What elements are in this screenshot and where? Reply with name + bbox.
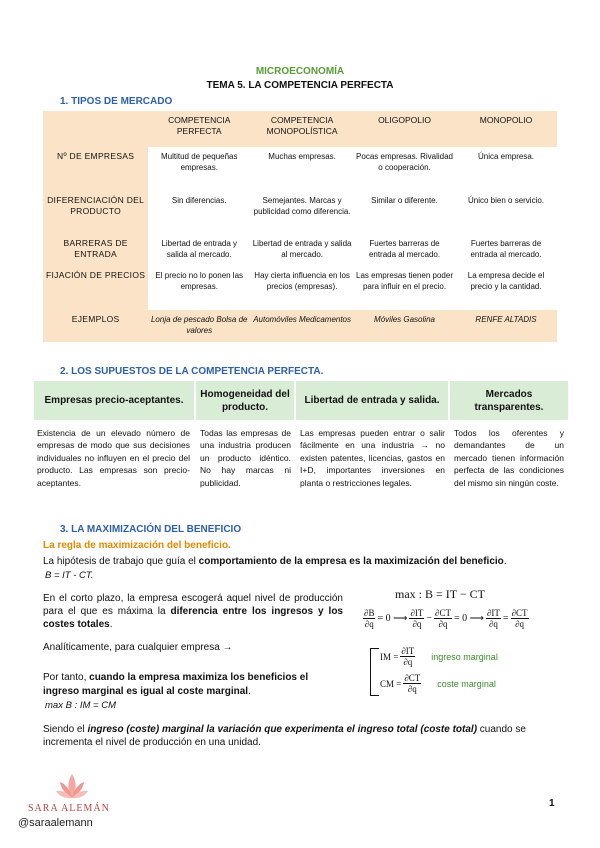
fraction: $\frac{\partial IT}{\partial q}$ [410,608,424,629]
table-row [43,266,557,310]
section3-title: 3. LA MAXIMIZACIÓN DEL BENEFICIO [60,524,242,535]
table-corner-cell [43,111,148,147]
table-cell: Lonja de pescado Bolsa de valores [148,310,250,342]
page-number: 1 [549,798,555,809]
assumption-text: Todas las empresas de una industria producen un producto idéntico. No hay marcas ni publicidad. [200,428,291,488]
row-header: DIFERENCIACIÓN DEL PRODUCTO [43,191,148,234]
row-header: Nº DE EMPRESAS [43,147,148,191]
math-derivative-equation: $\frac{\partial B}{\partial q}$ = 0 ⟶ $\frac{\partial IT}{\partial q}$ − $\frac{\partial CT}{\partial q}$ = 0 ⟶ $\frac{\partial IT}{\partial q}$ = $\frac{\partial CT}{\partial q}$ [364,608,528,629]
paragraph-analytic: Analíticamente, para cualquier empresa → [43,642,233,653]
paragraph-short-run [43,592,343,631]
text: En el corto plazo, la empresa escogerá aquel nivel de producción para el que es máxima la [43,593,343,617]
row-header: FIJACIÓN DE PRECIOS [43,266,148,310]
text: Por tanto, [43,672,90,683]
table-cell: La empresa decide el precio y la cantidad. [467,271,545,291]
math-max-benefit: max : B = IT − CT [395,587,485,601]
column-header: MONOPOLIO [455,111,557,147]
fraction: $\frac{\partial IT}{\partial q}$ [401,646,415,667]
assumption-text: Las empresas pueden entrar o salir fácilmente en una industria → no existen patentes, licencias, gastos en I+D, importantes inversiones en planta o restricciones legales. [300,428,445,488]
row-header: EJEMPLOS [43,310,148,342]
table-cell: Multitud de pequeñas empresas. [160,152,238,172]
column-header: COMPETENCIA MONOPOLÍSTICA [250,111,354,147]
table-cell: Automóviles Medicamentos [250,310,354,342]
table-row [43,191,557,234]
table-cell: Muchas empresas. [268,152,336,161]
table-cell: Las empresas tienen poder para influir en el precio. [356,271,453,291]
text-bold: cuando la empresa maximiza los beneficios el ingreso marginal es igual al coste marginal [43,672,309,697]
label-marginal-revenue: ingreso marginal [431,651,498,662]
column-header: OLIGOPOLIO [354,111,455,147]
table-cell: Fuertes barreras de entrada al mercado. [470,239,542,259]
text: . [503,556,507,567]
table-cell: Hay cierta influencia en los precios (empresas). [254,271,350,291]
text: . [248,686,251,697]
assumption-text: Existencia de un elevado número de empresas de modo que sus decisiones individuales no influyen en el precio del producto. Las empresas son precio-aceptantes. [37,428,190,488]
table-cell: Móviles Gasolina [354,310,455,342]
rule-title: La regla de maximización del beneficio. [43,540,231,551]
text: cuando se incrementa el nivel de producción en una unidad. [43,724,526,748]
fraction: $\frac{\partial CT}{\partial q}$ [404,673,421,694]
section2-title: 2. LOS SUPUESTOS DE LA COMPETENCIA PERFECTA. [60,366,324,377]
formula-max: max B : IM = CM [45,700,116,711]
text: La hipótesis de trabajo que guía el [43,556,199,567]
market-types-table [43,111,557,342]
math-marginal-cost: CM = $\frac{\partial CT}{\partial q}$ coste marginal [380,673,496,694]
assumption-header: Homogeneidad del producto. [196,381,294,420]
table-row [43,147,557,191]
social-handle: @saraalemann [18,817,93,829]
assumption-text: Todos los oferentes y demandantes de un mercado tienen información perfecta de las condiciones del mismo sin ningún coste. [454,428,564,488]
table-row [43,310,557,342]
assumption-header: Libertad de entrada y salida. [296,381,448,420]
fraction: $\frac{\partial B}{\partial q}$ [364,608,375,629]
table-header-row [43,111,557,147]
assumption-header: Mercados transparentes. [450,381,568,420]
table-cell: Similar o diferente. [371,196,438,205]
text-bold-italic: ingreso (coste) marginal la variación que experimenta el ingreso total (coste total) [87,724,478,735]
table-cell: Único bien o servicio. [468,196,545,205]
table-cell: Sin diferencias. [171,196,227,205]
label-marginal-cost: coste marginal [437,678,496,689]
fraction: $\frac{\partial CT}{\partial q}$ [435,608,451,629]
subject-title: MICROECONOMÍA [255,66,345,77]
paragraph-definition [43,723,563,749]
brand-logo-text: SARA ALEMÁN [28,803,110,814]
fraction: $\frac{\partial CT}{\partial q}$ [511,608,528,629]
table-cell: RENFE ALTADIS [455,310,557,342]
table-cell: El precio no lo ponen las empresas. [155,271,244,291]
table-cell: Libertad de entrada y salida al mercado. [161,239,238,259]
brace [370,648,379,696]
column-header: COMPETENCIA PERFECTA [148,111,250,147]
text: Siendo el [43,724,88,735]
table-cell: Libertad de entrada y salida al mercado. [252,239,352,259]
table-cell: Fuertes barreras de entrada al mercado. [368,239,441,259]
unit-title: TEMA 5. LA COMPETENCIA PERFECTA [206,80,394,91]
table-cell: Única empresa. [478,152,535,161]
section1-title: 1. TIPOS DE MERCADO [60,96,173,107]
paragraph-conclusion [43,671,343,699]
math-marginal-revenue: IM = $\frac{\partial IT}{\partial q}$ ingreso marginal [380,646,498,667]
paragraph-hypothesis [43,555,563,568]
table-cell: Pocas empresas. Rivalidad o cooperación. [356,152,453,172]
row-header: BARRERAS DE ENTRADA [43,234,148,266]
formula-benefit: B = IT - CT. [45,570,94,581]
text-bold: diferencia entre los ingresos y los costes totales [43,606,343,630]
table-row [43,234,557,266]
table-cell: Semejantes. Marcas y publicidad como diferencia. [253,196,351,216]
text: . [109,619,113,630]
lotus-logo-icon [55,772,89,802]
fraction: $\frac{\partial IT}{\partial q}$ [486,608,500,629]
text-bold: comportamiento de la empresa es la maximización del beneficio [198,556,504,567]
assumption-header: Empresas precio-aceptantes. [34,381,194,420]
